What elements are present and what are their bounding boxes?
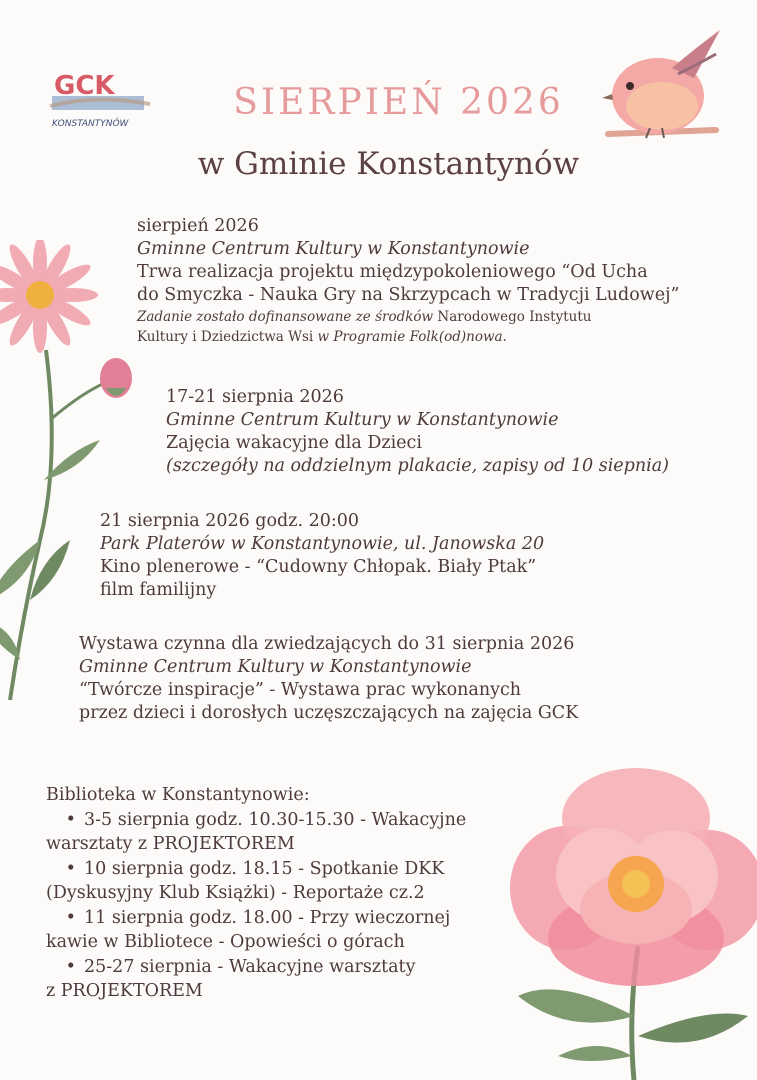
event-date: sierpień 2026 <box>137 216 259 236</box>
event-description: Kino plenerowe - “Cudowny Chłopak. Biały Ptak” <box>100 557 537 577</box>
event-place: Gminne Centrum Kultury w Konstantynowie <box>79 657 472 677</box>
bird-illustration <box>598 26 722 146</box>
event-place: Gminne Centrum Kultury w Konstantynowie <box>166 410 559 430</box>
event-description: “Twórcze inspiracje” - Wystawa prac wykonanych <box>79 680 522 700</box>
library-item: • 25-27 sierpnia - Wakacyjne warsztaty z PROJEKTOREM <box>46 956 416 1001</box>
peony-flower-illustration <box>498 766 757 1080</box>
library-item: • 3-5 sierpnia godz. 10.30-15.30 - Wakacyjne warsztaty z PROJEKTOREM <box>46 809 467 854</box>
event-place: Park Platerów w Konstantynowie, ul. Janowska 20 <box>100 534 545 554</box>
event-funding-note: Kultury i Dziedzictwa Wsi w Programie Folk(od)nowa. <box>137 329 507 345</box>
event-description: film familijny <box>100 580 217 600</box>
aster-flower-illustration <box>0 240 140 700</box>
event-note: (szczegóły na oddzielnym plakacie, zapisy od 10 siepnia) <box>166 456 669 476</box>
bullet: • <box>65 858 76 879</box>
library-section <box>46 783 526 1004</box>
event-funding-note: Zadanie zostało dofinansowane ze środków Narodowego Instytutu <box>137 309 592 325</box>
logo-letters: GCK <box>54 71 115 101</box>
event-project <box>137 215 747 347</box>
logo-subtext: KONSTANTYNÓW <box>52 119 129 129</box>
bullet: • <box>65 809 76 830</box>
event-description: Trwa realizacja projektu międzypokoleniowego “Od Ucha <box>137 262 648 282</box>
event-description: do Smyczka - Nauka Gry na Skrzypcach w Tradycji Ludowej” <box>137 285 680 305</box>
event-date: Wystawa czynna dla zwiedzających do 31 sierpnia 2026 <box>79 634 575 654</box>
event-description: Zajęcia wakacyjne dla Dzieci <box>166 433 422 453</box>
bullet: • <box>65 907 76 928</box>
event-exhibition <box>79 633 699 725</box>
library-item: • 11 sierpnia godz. 18.00 - Przy wieczornej kawie w Bibliotece - Opowieści o górach <box>46 907 451 952</box>
page-title: SIERPIEŃ 2026 <box>233 82 564 123</box>
event-place: Gminne Centrum Kultury w Konstantynowie <box>137 239 530 259</box>
event-outdoor-cinema <box>100 510 660 602</box>
library-item: • 10 sierpnia godz. 18.15 - Spotkanie DKK (Dyskusyjny Klub Książki) - Reportaże cz.2 <box>46 858 445 903</box>
library-heading: Biblioteka w Konstantynowie: <box>46 785 310 805</box>
event-date: 17-21 sierpnia 2026 <box>166 387 344 407</box>
event-description: przez dzieci i dorosłych uczęszczających na zajęcia GCK <box>79 703 579 723</box>
event-date: 21 sierpnia 2026 godz. 20:00 <box>100 511 360 531</box>
page-subtitle: w Gminie Konstantynów <box>197 146 580 182</box>
bullet: • <box>65 956 76 977</box>
event-summer-classes <box>166 386 726 478</box>
